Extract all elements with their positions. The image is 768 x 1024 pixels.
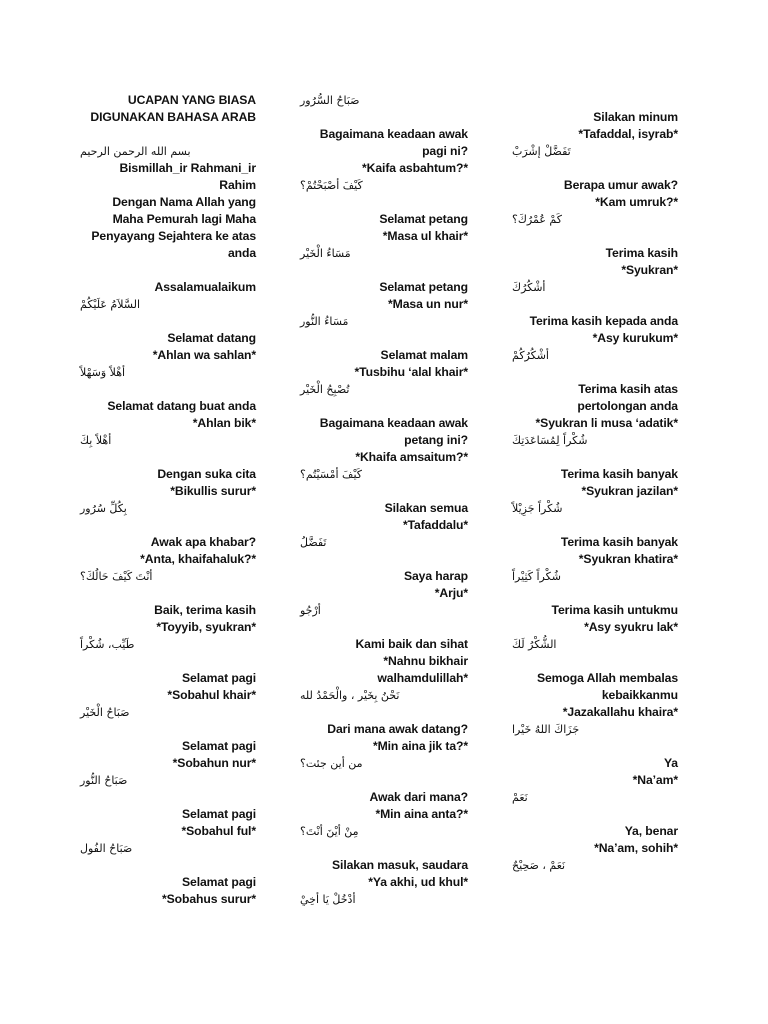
line-gap: [80, 381, 256, 398]
arabic-line: السَّلاَمُ عَلَيْكُمْ: [80, 298, 141, 311]
text-line: Selamat malam: [380, 348, 468, 362]
line-gap: [80, 653, 256, 670]
arabic-line: صَبَاحُ الْخَيْر: [80, 706, 130, 719]
text-line: *Sobahus surur*: [162, 892, 256, 906]
line-gap: [300, 840, 468, 857]
text-line: *Sobahun nur*: [172, 756, 256, 770]
line-gap: [80, 126, 256, 143]
arabic-line: جَزَاكَ اللهُ خَيْرا: [512, 723, 580, 736]
line-gap: [512, 228, 678, 245]
line-gap: [300, 398, 468, 415]
text-line: Semoga Allah membalas: [536, 671, 678, 685]
line-gap: [300, 772, 468, 789]
arabic-line: نَعَمْ: [512, 791, 528, 804]
arabic-line: صَبَاحُ النُّور: [80, 774, 128, 787]
arabic-line: شُكْراً كَثِيْراً: [512, 570, 561, 583]
line-gap: [512, 517, 678, 534]
line-gap: [80, 313, 256, 330]
text-line: *Tafaddal, isyrab*: [578, 127, 678, 141]
line-gap: [512, 449, 678, 466]
text-line: Silakan masuk, saudara: [332, 858, 468, 872]
text-line: *Syukran li musa ‘adatik*: [535, 416, 678, 430]
column-left: [80, 92, 256, 908]
text-line: Terima kasih atas: [578, 382, 678, 396]
arabic-line: تَفَضَّلْ إشْرَبْ: [512, 145, 571, 158]
line-gap: [512, 806, 678, 823]
text-line: Terima kasih: [605, 246, 678, 260]
text-line: petang ini?: [404, 433, 468, 447]
arabic-line: الشُّكْرُ لَكَ: [512, 638, 557, 651]
arabic-line: أنْتَ كَيْفَ حَالُكَ؟: [80, 570, 153, 583]
line-gap: [512, 585, 678, 602]
text-line: Terima kasih kepada anda: [529, 314, 678, 328]
arabic-line: كَيْفَ أمْسَيْتُم؟: [300, 468, 362, 481]
text-line: DIGUNAKAN BAHASA ARAB: [90, 110, 256, 124]
text-line: Bagaimana keadaan awak: [319, 127, 468, 141]
text-line: *Sobahul khair*: [167, 688, 256, 702]
text-line: Silakan semua: [384, 501, 468, 515]
text-line: Assalamualaikum: [154, 280, 256, 294]
line-gap: [300, 483, 468, 500]
text-line: Berapa umur awak?: [563, 178, 678, 192]
text-line: *Jazakallahu khaira*: [562, 705, 678, 719]
arabic-line: شُكْراً جَزِيْلاً: [512, 502, 563, 515]
arabic-line: تُصْبِحُ الْخَيْر: [300, 383, 350, 396]
arabic-line: شُكْراً لِمُسَاعَدَتِكَ: [512, 434, 588, 447]
text-line: Terima kasih banyak: [560, 535, 678, 549]
text-line: Terima kasih untukmu: [551, 603, 678, 617]
text-line: Terima kasih banyak: [560, 467, 678, 481]
text-line: anda: [227, 246, 256, 260]
text-line: *Tafaddalu*: [402, 518, 468, 532]
arabic-line: أهْلاً وَسَهْلاً: [80, 366, 126, 379]
arabic-line: أهْلاً بِكَ: [80, 434, 112, 447]
text-line: *Ahlan bik*: [192, 416, 256, 430]
text-line: Maha Pemurah lagi Maha: [112, 212, 256, 226]
text-line: *Asy kurukum*: [592, 331, 678, 345]
arabic-line: مِنْ أيْنَ أنْتَ؟: [300, 825, 359, 838]
text-line: Baik, terima kasih: [154, 603, 256, 617]
text-line: *Masa un nur*: [388, 297, 468, 311]
arabic-line: نَحْنُ بِخَيْر ، والْحَمْدُ لله: [300, 689, 400, 702]
text-line: UCAPAN YANG BIASA: [127, 93, 256, 107]
arabic-line: مَسَاءُ الْخَيْر: [300, 247, 351, 260]
text-line: *Ahlan wa sahlan*: [152, 348, 256, 362]
text-line: pertolongan anda: [577, 399, 678, 413]
text-line: *Arju*: [434, 586, 468, 600]
text-line: kebaikkanmu: [601, 688, 678, 702]
text-line: *Kaifa asbahtum?*: [362, 161, 468, 175]
text-line: Bismillah_ir Rahmani_ir: [119, 161, 256, 175]
text-line: Selamat pagi: [182, 807, 256, 821]
text-line: *Sobahul ful*: [181, 824, 256, 838]
line-gap: [512, 653, 678, 670]
text-line: Selamat datang buat anda: [107, 399, 256, 413]
text-line: Selamat pagi: [182, 739, 256, 753]
text-line: *Ya akhi, ud khul*: [368, 875, 468, 889]
text-line: Selamat pagi: [182, 671, 256, 685]
text-line: Dengan Nama Allah yang: [112, 195, 256, 209]
arabic-line: من أين جئت؟: [300, 757, 363, 770]
text-line: *Toyyib, syukran*: [156, 620, 256, 634]
arabic-line: طَيِّب، شُكْراً: [80, 638, 135, 651]
line-gap: [300, 109, 468, 126]
line-gap: [80, 262, 256, 279]
column-middle: [300, 92, 468, 908]
arabic-line: نَعَمْ ، صَحِيْحٌ: [512, 859, 566, 872]
arabic-line: كَمْ عُمْرُكَ؟: [512, 213, 562, 226]
text-line: *Syukran jazilan*: [581, 484, 678, 498]
text-line: *Nahnu bikhair: [383, 654, 468, 668]
line-gap: [512, 160, 678, 177]
arabic-line: أشْكُرُكُمْ: [512, 349, 549, 362]
line-gap: [512, 296, 678, 313]
text-line: *Tusbihu ‘alal khair*: [354, 365, 468, 379]
text-line: walhamdulillah*: [377, 671, 468, 685]
line-gap: [80, 449, 256, 466]
arabic-line: أشْكُرُكَ: [512, 281, 546, 294]
line-gap: [80, 857, 256, 874]
line-gap: [80, 585, 256, 602]
text-line: *Min aina anta?*: [375, 807, 468, 821]
text-line: Saya harap: [403, 569, 468, 583]
arabic-line: صَبَاحُ الفُول: [80, 842, 133, 855]
text-line: Silakan minum: [593, 110, 678, 124]
line-gap: [512, 92, 678, 109]
arabic-line: صَبَاحُ السُّرُور: [300, 94, 360, 107]
text-line: Selamat datang: [167, 331, 256, 345]
line-gap: [80, 721, 256, 738]
text-line: pagi ni?: [422, 144, 468, 158]
text-line: *Bikullis surur*: [170, 484, 256, 498]
line-gap: [512, 364, 678, 381]
text-line: *Na’am, sohih*: [594, 841, 678, 855]
line-gap: [300, 194, 468, 211]
text-line: Awak apa khabar?: [150, 535, 256, 549]
text-line: Dari mana awak datang?: [327, 722, 468, 736]
line-gap: [300, 330, 468, 347]
arabic-line: أرْجُو: [300, 604, 321, 617]
text-line: *Na’am*: [632, 773, 678, 787]
text-line: Ya, benar: [624, 824, 678, 838]
text-line: *Masa ul khair*: [382, 229, 468, 243]
text-line: *Anta, khaifahaluk?*: [140, 552, 256, 566]
line-gap: [300, 262, 468, 279]
arabic-line: بسم الله الرحمن الرحيم: [80, 145, 191, 158]
arabic-line: كَيْفَ أصْبَحْتُمْ؟: [300, 179, 363, 192]
arabic-line: أدْخُلْ يَا أخِيْ: [300, 893, 356, 906]
line-gap: [300, 551, 468, 568]
text-line: Dengan suka cita: [157, 467, 256, 481]
line-gap: [80, 789, 256, 806]
text-line: Penyayang Sejahtera ke atas: [91, 229, 256, 243]
text-line: Awak dari mana?: [369, 790, 468, 804]
text-line: *Asy syukru lak*: [584, 620, 678, 634]
text-line: *Min aina jik ta?*: [372, 739, 468, 753]
arabic-line: مَسَاءُ النُّور: [300, 315, 349, 328]
text-line: *Syukran khatira*: [578, 552, 678, 566]
text-line: Selamat petang: [379, 212, 468, 226]
text-line: Rahim: [219, 178, 256, 192]
text-line: *Kam umruk?*: [595, 195, 678, 209]
text-line: Ya: [663, 756, 678, 770]
text-line: Bagaimana keadaan awak: [319, 416, 468, 430]
line-gap: [300, 704, 468, 721]
line-gap: [300, 619, 468, 636]
text-line: *Syukran*: [621, 263, 678, 277]
column-right: [512, 92, 678, 874]
text-line: Kami baik dan sihat: [355, 637, 468, 651]
arabic-line: تَفَضَّلُ: [300, 536, 327, 549]
line-gap: [80, 517, 256, 534]
arabic-line: بِكُلِّ سُرُور: [80, 502, 127, 515]
line-gap: [512, 738, 678, 755]
text-line: Selamat petang: [379, 280, 468, 294]
text-line: Selamat pagi: [182, 875, 256, 889]
text-line: *Khaifa amsaitum?*: [355, 450, 468, 464]
